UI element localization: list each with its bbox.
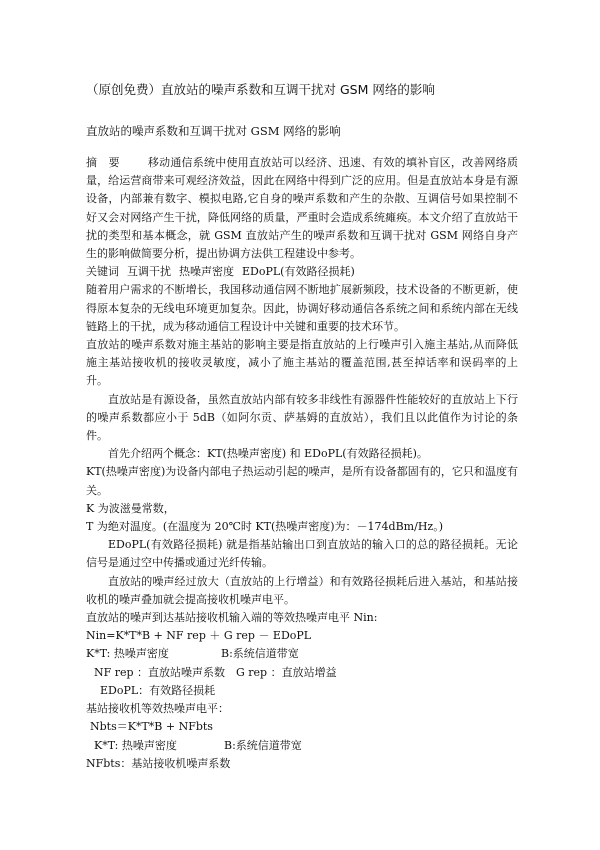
- definition-b: B:系统信道带宽: [224, 738, 302, 752]
- definition-line: [86, 737, 518, 755]
- definition-kt: K*T: 热噪声密度: [94, 738, 177, 752]
- keywords-label: 关键词: [86, 265, 119, 279]
- body-paragraph: KT(热噪声密度)为设备内部电子热运动引起的噪声，是所有设备都固有的，它只和温度有关。: [86, 465, 518, 497]
- abstract-paragraph: [86, 154, 518, 263]
- abstract-text: 移动通信系统中使用直放站可以经济、迅速、有效的填补盲区，改善网络质量，给运营商带来可观经济效益，因此在网络中得到广泛的应用。但是直放站本身是有源设备，内部兼有数字、模拟电路,它自身的噪声系数和产生的杂散、互调信号如果控制不好又会对网络产生干扰，降低网络的质量，严重时会造成系统瘫痪。本文介绍了直放站干扰的类型和基本概念，就 GSM 直放站产生的噪声系数和互调干扰对 GSM 网络自身产生的影响做简要分析，提出协调方法供工程建设中参考。: [86, 156, 519, 261]
- keyword: 热噪声密度: [179, 265, 234, 279]
- definition-line: [86, 664, 518, 682]
- document-subtitle: 直放站的噪声系数和互调干扰对 GSM 网络的影响: [86, 124, 341, 138]
- definition-g-rep: G rep ：直放站增益: [236, 665, 337, 679]
- definition-b: B:系统信道带宽: [221, 647, 299, 661]
- body-paragraph: 直放站的噪声系数对施主基站的影响主要是指直放站的上行噪声引入施主基站,从而降低施主基站接收机的接收灵敏度，减小了施主基站的覆盖范围,甚至掉话率和误码率的上升。: [86, 338, 518, 388]
- definition-edopl: EDoPL：有效路径损耗: [100, 683, 216, 697]
- definition-kt: K*T: 热噪声密度: [86, 647, 169, 661]
- definition-nf-rep: NF rep ：直放站噪声系数: [94, 665, 226, 679]
- abstract-label: 摘 要: [86, 156, 120, 169]
- body-paragraph: 首先介绍两个概念：KT(热噪声密度) 和 EDoPL(有效路径损耗)。: [108, 447, 428, 461]
- body-paragraph: 随着用户需求的不断增长，我国移动通信网不断地扩展新频段，技术设备的不断更新，使得原本复杂的无线电环境更加复杂。因此，协调好移动通信各系统之间和系统内部在无线链路上的干扰，成为移动通信工程设计中关键和重要的技术环节。: [86, 283, 518, 333]
- definition-nfbts: NFbts：基站接收机噪声系数: [86, 756, 231, 770]
- formula-nin: Nin=K*T*B + NF rep ＋ G rep － EDoPL: [86, 629, 312, 643]
- document-title: （原创免费）直放站的噪声系数和互调干扰对 GSM 网络的影响: [86, 82, 435, 97]
- body-paragraph: EDoPL(有效路径损耗) 就是指基站输出口到直放站的输入口的总的路径损耗。无论信号是通过空中传播或通过光纤传输。: [86, 538, 518, 570]
- body-paragraph: T 为绝对温度。(在温度为 20℃时 KT(热噪声密度)为：－174dBm/Hz。): [86, 520, 443, 534]
- body-paragraph: 直放站的噪声到达基站接收机输入端的等效热噪声电平 Nin:: [86, 611, 378, 625]
- body-paragraph: 直放站是有源设备，虽然直放站内部有较多非线性有源器件性能较好的直放站上下行的噪声系数都应小于 5dB（如阿尔贡、萨基姆的直放站），我们且以此值作为讨论的条件。: [86, 392, 518, 443]
- document-body: [86, 154, 518, 773]
- receiver-heading: 基站接收机等效热噪声电平：: [86, 702, 229, 716]
- keyword: EDoPL(有效路径损耗): [242, 265, 355, 279]
- formula-nbts: Nbts＝K*T*B + NFbts: [90, 720, 213, 734]
- keywords-line: [86, 263, 518, 281]
- body-paragraph: 直放站的噪声经过放大（直放站的上行增益）和有效路径损耗后进入基站，和基站接收机的噪声叠加就会提高接收机噪声电平。: [86, 574, 518, 606]
- keyword: 互调干扰: [127, 265, 171, 279]
- body-paragraph: K 为波滋曼常数，: [86, 501, 175, 515]
- definition-line: [86, 645, 518, 663]
